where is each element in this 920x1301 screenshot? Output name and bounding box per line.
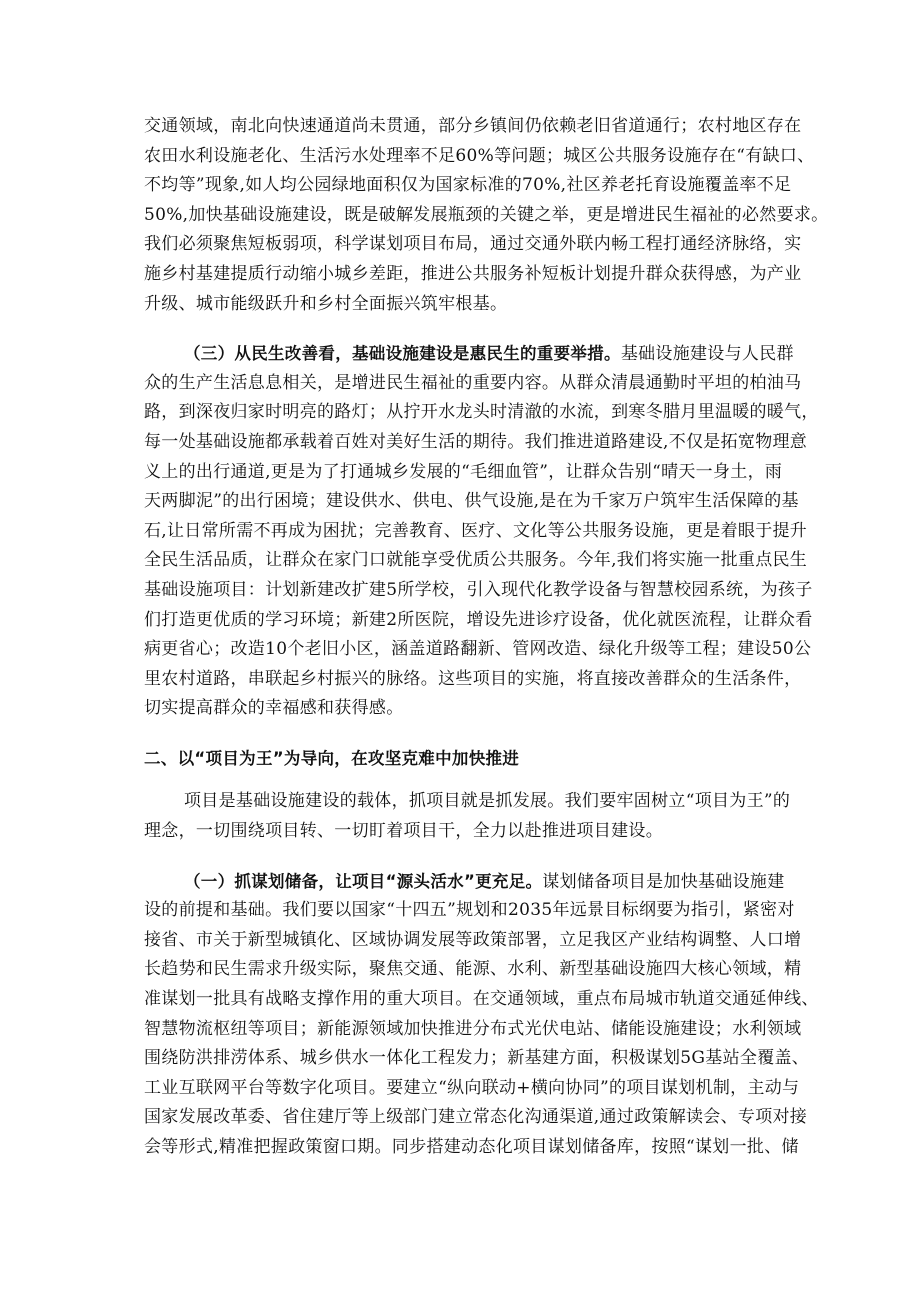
text-line: 石,让日常所需不再成为困扰；完善教育、医疗、文化等公共服务设施，更是着眼于提升 — [144, 520, 808, 541]
paragraph-gap — [144, 847, 794, 867]
text-line: 智慧物流枢纽等项目；新能源领域加快推进分布式光伏电站、储能设施建设；水利领域 — [144, 1018, 802, 1039]
text-run: 谋划储备项目是加快基础设施建 — [542, 871, 785, 892]
text-line: 全民生活品质，让群众在家门口就能享受优质公共服务。今年,我们将实施一批重点民生 — [144, 550, 808, 571]
text-line: 项目是基础设施建设的载体，抓项目就是抓发展。我们要牢固树立“项目为王”的 — [184, 791, 791, 812]
paragraph-gap — [144, 773, 794, 787]
text-line: 交通领域，南北向快速通道尚未贯通，部分乡镇间仍依赖老旧省道通行；农村地区存在 — [144, 116, 802, 136]
text-line: 们打造更优质的学习环境；新建2所医院，增设先进诊疗设备，优化就医流程，让群众看 — [144, 609, 813, 630]
text-run: 基础设施建设与人民群 — [620, 344, 794, 365]
text-line: 升级、城市能级跃升和乡村全面振兴筑牢根基。 — [144, 293, 508, 314]
text-line: 众的生产生活息息相关，是增进民生福祉的重要内容。从群众清晨通勤时平坦的柏油马 — [144, 372, 802, 393]
text-line: 农田水利设施老化、生活污水处理率不足60%等问题；城区公共服务设施存在“有缺口、 — [144, 145, 815, 166]
text-line: 切实提高群众的幸福感和获得感。 — [144, 698, 404, 719]
text-line: 工业互联网平台等数字化项目。要建立“纵向联动+横向协同”的项目谋划机制，主动与 — [144, 1077, 800, 1098]
subsection-lead: （一）抓谋划储备，让项目“源头活水”更充足。 — [184, 871, 543, 891]
text-line: 准谋划一批具有战略支撑作用的重大项目。在交通领域，重点布局城市轨道交通延伸线、 — [144, 989, 819, 1010]
paragraph-4 — [144, 867, 819, 1163]
text-line: 50%,加快基础设施建设，既是破解发展瓶颈的关键之举，更是增进民生福祉的必然要求。 — [144, 204, 829, 225]
text-line: 每一处基础设施都承载着百姓对美好生活的期待。我们推进道路建设,不仅是拓宽物理意 — [144, 431, 808, 452]
paragraph-gap — [144, 319, 794, 339]
text-line: 设的前提和基础。我们要以国家“十四五”规划和2035年远景目标纲要为指引，紧密对 — [144, 900, 795, 921]
text-line: 天两脚泥”的出行困境；建设供水、供电、供气设施,是在为千家万户筑牢生活保障的基 — [144, 491, 799, 512]
text-line — [144, 339, 794, 369]
text-line: 理念，一切围绕项目转、一切盯着项目干，全力以赴推进项目建设。 — [144, 821, 663, 842]
text-line — [144, 867, 794, 897]
text-line: 施乡村基建提质行动缩小城乡差距，推进公共服务补短板计划提升群众获得感，为产业 — [144, 263, 802, 284]
text-line: 路，到深夜归家时明亮的路灯；从拧开水龙头时清澈的水流，到寒冬腊月里温暖的暖气， — [144, 402, 819, 423]
text-line: 会等形式,精准把握政策窗口期。同步搭建动态化项目谋划储备库，按照“谋划一批、储 — [144, 1137, 799, 1157]
text-line: 围绕防洪排涝体系、城乡供水一体化工程发力；新基建方面，积极谋划5G基站全覆盖、 — [144, 1048, 810, 1069]
text-line: 我们必须聚焦短板弱项，科学谋划项目布局，通过交通外联内畅工程打通经济脉络，实 — [144, 234, 802, 255]
text-line: 不均等”现象,如人均公园绿地面积仅为国家标准的70%,社区养老托育设施覆盖率不足 — [144, 175, 792, 196]
text-line: 基础设施项目：计划新建改扩建5所学校，引入现代化教学设备与智慧校园系统，为孩子 — [144, 579, 813, 600]
text-line: 义上的出行通道,更是为了打通城乡发展的“毛细血管”，让群众告别“晴天一身土，雨 — [144, 461, 783, 482]
text-line: 长趋势和民生需求升级实际，聚焦交通、能源、水利、新型基础设施四大核心领域，精 — [144, 959, 802, 980]
subsection-lead: （三）从民生改善看，基础设施建设是惠民生的重要举措。 — [184, 344, 621, 364]
paragraph-1 — [144, 112, 829, 319]
text-line: 国家发展改革委、省住建厅等上级部门建立常态化沟通渠道,通过政策解读会、专项对接 — [144, 1107, 808, 1128]
text-line: 里农村道路，串联起乡村振兴的脉络。这些项目的实施，将直接改善群众的生活条件， — [144, 668, 802, 689]
paragraph-3 — [144, 787, 794, 846]
section-heading: 二、以“项目为王”为导向，在攻坚克难中加快推进 — [144, 748, 520, 768]
text-line: 病更省心；改造10个老旧小区，涵盖道路翻新、管网改造、绿化升级等工程；建设50公 — [144, 639, 812, 660]
paragraph-2 — [144, 339, 819, 724]
document-body — [144, 112, 829, 1163]
text-line: 接省、市关于新型城镇化、区域协调发展等政策部署，立足我区产业结构调整、人口增 — [144, 929, 802, 950]
paragraph-gap — [144, 724, 794, 744]
